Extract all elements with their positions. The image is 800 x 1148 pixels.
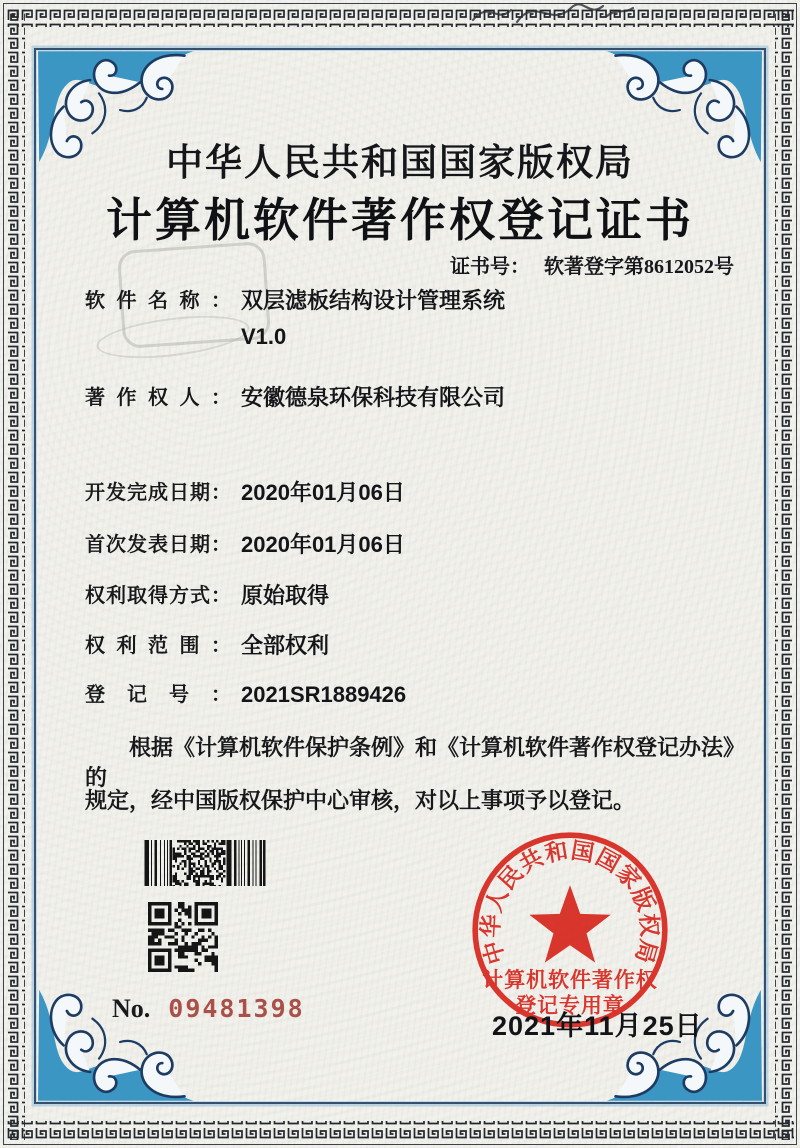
qr-code-icon	[148, 902, 218, 972]
issue-date: 2021年11月25日	[492, 1011, 703, 1041]
serial-number-label: No.	[112, 994, 151, 1023]
statement-line-2: 规定，经中国版权保护中心审核，对以上事项予以登记。	[85, 788, 636, 813]
field-label: 登记号：	[85, 684, 231, 706]
serial-number-value: 09481398	[168, 994, 305, 1023]
serial-number-line	[112, 994, 305, 1024]
certificate-title: 计算机软件著作权登记证书	[106, 195, 694, 246]
field-right-acquisition	[85, 581, 329, 611]
official-seal	[468, 828, 672, 1032]
field-value-line2: V1.0	[241, 324, 287, 349]
certificate-number-value: 软著登字第8612052号	[544, 256, 734, 278]
field-software-name	[85, 286, 505, 352]
statement-line-1: 根据《计算机软件保护条例》和《计算机软件著作权登记办法》的	[85, 735, 735, 790]
field-first-publish-date	[85, 530, 405, 560]
field-label: 软件名称：	[85, 290, 231, 312]
seal-star-icon	[529, 885, 610, 963]
authority-title: 中华人民共和国国家版权局	[166, 143, 634, 184]
field-value: 安徽德泉环保科技有限公司	[241, 385, 506, 410]
field-value: 全部权利	[241, 633, 330, 658]
field-registration-number	[85, 680, 406, 710]
seal-ring-text: 中华人民共和国国家版权局	[477, 836, 663, 968]
field-value: 2020年01月06日	[241, 532, 405, 557]
field-label: 著作权人：	[85, 387, 231, 409]
certificate-number-line	[450, 250, 734, 279]
field-value: 双层滤板结构设计管理系统 V1.0	[241, 286, 505, 352]
field-right-scope	[85, 631, 329, 661]
field-value: 2020年01月06日	[241, 480, 405, 505]
certificate-number-label: 证书号：	[450, 256, 530, 278]
field-value: 2021SR1889426	[241, 682, 407, 707]
field-copyright-owner	[85, 383, 505, 413]
greek-key-border-bottom	[6, 1121, 794, 1140]
seal-line-2: 登记专用章	[515, 994, 625, 1018]
field-label: 权利取得方式：	[85, 585, 231, 607]
field-value: 原始取得	[241, 583, 330, 608]
barcode-icon	[143, 840, 268, 886]
seal-line-1: 计算机软件著作权	[482, 969, 658, 993]
pen-mark	[445, 0, 675, 26]
field-label: 权利范围：	[85, 635, 231, 657]
field-label: 开发完成日期：	[85, 482, 231, 504]
greek-key-border-top	[6, 8, 794, 27]
field-dev-complete-date	[85, 478, 405, 508]
field-label: 首次发表日期：	[85, 534, 231, 556]
